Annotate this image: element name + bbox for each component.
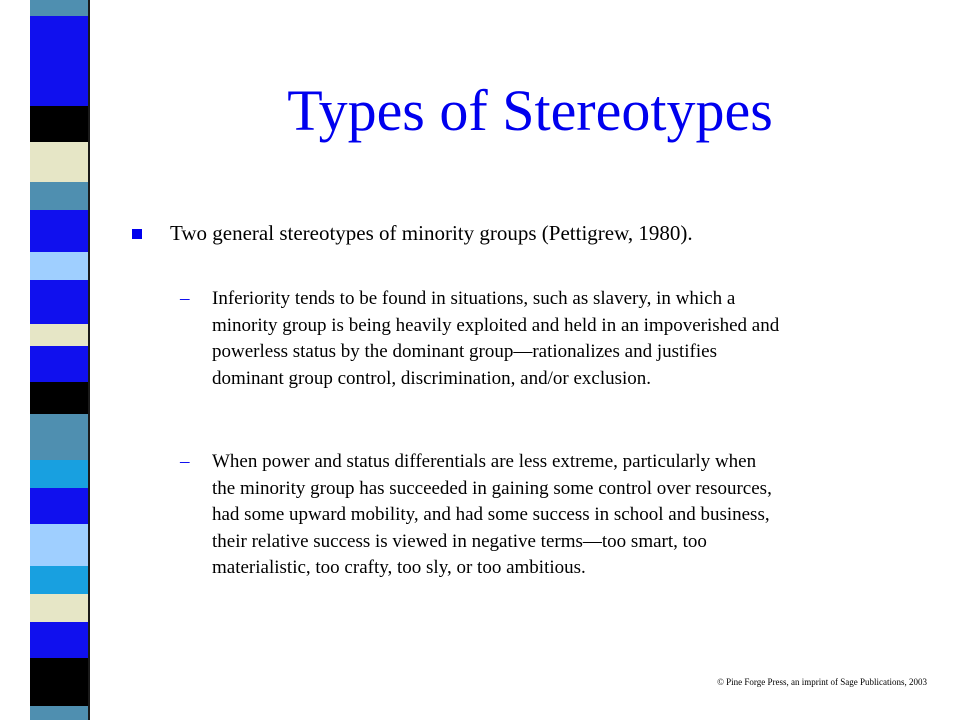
sub-point-text [212,286,932,392]
main-bullet-text: Two general stereotypes of minority groups (Pettigrew, 1980). [170,221,693,245]
text-line: their relative success is viewed in negative terms—too smart, too [212,530,707,552]
text-line: materialistic, too crafty, too sly, or too ambitious. [212,557,586,578]
stripe-block [30,0,88,16]
stripe-block [30,252,88,280]
text-line: When power and status differentials are less extreme, particularly when [212,451,757,472]
dash-bullet: – [180,451,190,472]
text-line: had some upward mobility, and had some success in school and business, [212,504,770,525]
slide-title: Types of Stereotypes [287,78,773,143]
text-line: minority group is being heavily exploited and held in an impoverished and [212,314,780,336]
stripe-block [30,142,88,182]
stripe-block [30,280,88,324]
stripe-block [30,622,88,658]
stripe-block [30,594,88,622]
decorative-side-stripe [0,0,110,720]
stripe-block [30,488,88,524]
stripe-block [30,382,88,414]
sub-point-text [212,449,932,582]
stripe-block [30,324,88,346]
stripe-block [30,182,88,210]
text-line: the minority group has succeeded in gaining some control over resources, [212,477,772,499]
stripe-block [30,210,88,252]
stripe-block [30,46,88,106]
stripe-block [30,460,88,488]
text-line: dominant group control, discrimination, and/or exclusion. [212,367,652,389]
copyright-footer: © Pine Forge Press, an imprint of Sage Publications, 2003 [717,677,927,687]
square-bullet-icon [132,229,142,239]
text-line: powerless status by the dominant group—rationalizes and justifies [212,341,717,362]
stripe-block [30,346,88,382]
stripe-block [30,658,88,706]
stripe-block [30,414,88,460]
stripe-block [30,566,88,594]
stripe-block [30,524,88,566]
text-line: Inferiority tends to be found in situations, such as slavery, in which a [212,288,736,309]
stripe-block [30,106,88,142]
stripe-edge [88,0,90,720]
stripe-block [30,706,88,720]
stripe-block [30,16,88,46]
dash-bullet: – [180,288,190,309]
